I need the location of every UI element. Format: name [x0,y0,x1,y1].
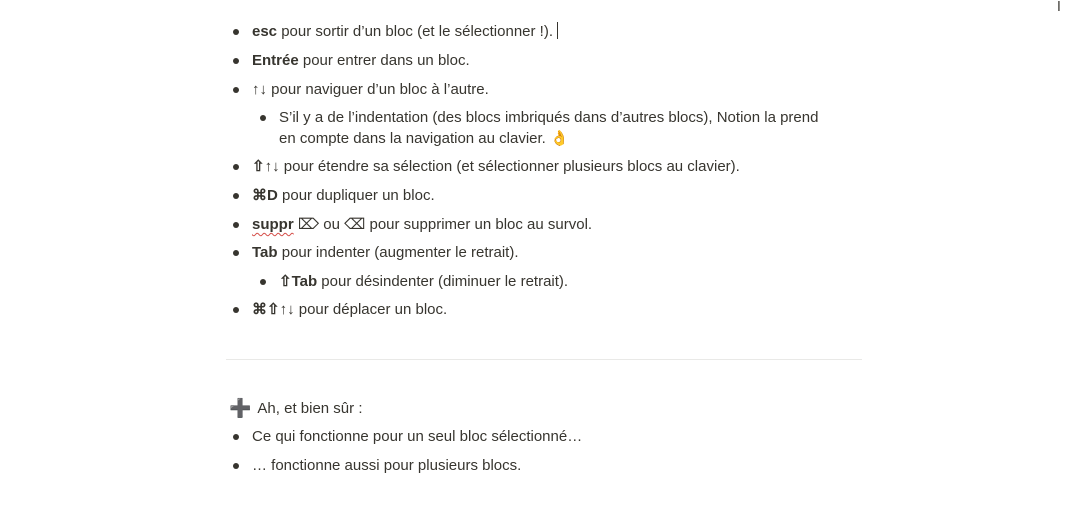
backspace-icon: ⌫ [344,216,366,233]
text-cursor-icon: I [1057,0,1061,15]
list-item[interactable] [226,50,470,71]
plus-icon: ➕ [229,398,252,418]
list-item-text: pour supprimer un bloc au survol. [365,216,593,233]
nested-list-item[interactable] [226,107,839,149]
bullet-icon [233,250,239,256]
list-item[interactable] [226,455,521,476]
shortcut-key: ⌘⇧↑↓ [252,301,295,318]
callout-text: Ah, et bien sûr : [257,400,363,417]
list-item-text: ou [319,216,345,233]
bullet-icon [260,279,266,285]
list-item-text: pour étendre sa sélection (et sélectionner plusieurs blocs au clavier). [279,158,740,175]
nested-list-item[interactable] [226,271,568,292]
bullet-icon [233,58,239,64]
shortcut-key: ⌘D [252,187,278,204]
list-item[interactable] [226,214,592,235]
shortcut-key: Entrée [252,52,299,69]
bullet-icon [233,87,239,93]
list-item-text: pour dupliquer un bloc. [277,187,435,204]
list-item[interactable] [226,242,519,263]
shortcut-key: Tab [252,244,278,261]
shortcut-key: ↑↓ [252,81,267,98]
list-item[interactable] [226,426,582,447]
list-item-text: pour déplacer un bloc. [294,301,448,318]
list-item[interactable] [226,299,447,320]
list-item-text: S’il y a de l’indentation (des blocs imbriqués dans d’autres blocs), Notion la prend en compte dans la navigation au clavier. 👌 [279,109,819,147]
list-item-text: pour entrer dans un bloc. [298,52,470,69]
delete-forward-icon: ⌦ [293,216,320,233]
list-item-text: pour désindenter (diminuer le retrait). [317,273,569,290]
bullet-icon [233,434,239,440]
bullet-icon [233,307,239,313]
list-item-text: pour sortir d’un bloc (et le sélectionner !). [277,23,553,40]
list-item-text: … fonctionne aussi pour plusieurs blocs. [252,457,522,474]
bullet-icon [233,193,239,199]
callout-line[interactable] [229,398,362,419]
list-item[interactable] [226,185,435,206]
bullet-icon [233,222,239,228]
bullet-icon [260,115,266,121]
list-item-text: pour indenter (augmenter le retrait). [277,244,519,261]
list-item[interactable] [226,21,558,42]
bullet-icon [233,164,239,170]
shortcut-key: ⇧Tab [279,273,318,290]
divider [226,359,862,360]
list-item[interactable] [226,156,740,177]
shortcut-key: esc [252,23,278,40]
bullet-icon [233,29,239,35]
list-item-text: pour naviguer d’un bloc à l’autre. [267,81,489,98]
list-item-text: Ce qui fonctionne pour un seul bloc sélectionné… [252,428,583,445]
bullet-icon [233,463,239,469]
shortcut-key: suppr [252,216,294,233]
list-item[interactable] [226,79,489,100]
shortcut-key: ⇧↑↓ [252,158,280,175]
text-caret [557,22,558,39]
